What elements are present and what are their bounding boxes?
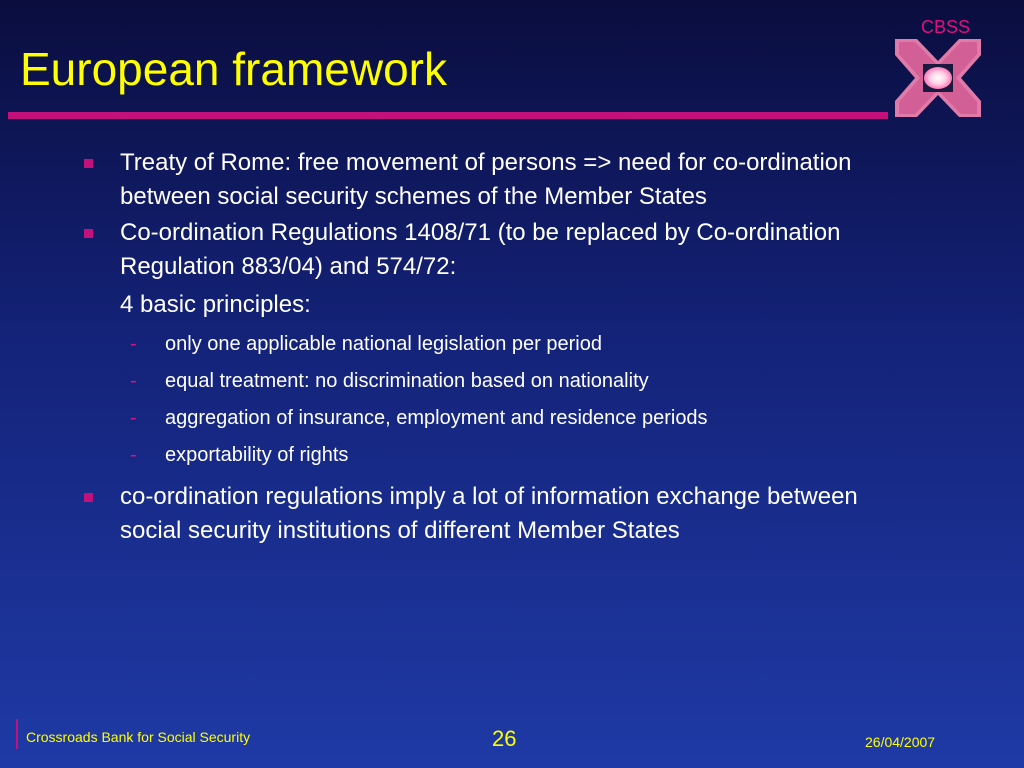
list-item-text: exportability of rights: [165, 444, 349, 466]
slide-title: European framework: [20, 43, 447, 95]
title-underline: [8, 112, 888, 119]
dash-bullet-icon: -: [130, 407, 137, 429]
list-item-text: aggregation of insurance, employment and residence periods: [165, 407, 708, 429]
bullet-item: [82, 146, 902, 214]
slide-body: [82, 146, 902, 548]
dash-bullet-icon: -: [130, 444, 137, 466]
square-bullet-icon: [84, 159, 93, 168]
list-item: [82, 437, 902, 474]
footer-organization: Crossroads Bank for Social Security: [26, 729, 251, 745]
principles-list: [82, 326, 902, 474]
bullet-text: co-ordination regulations imply a lot of information exchange between social security institutions of different Member States: [120, 483, 858, 544]
list-item-text: equal treatment: no discrimination based on nationality: [165, 370, 649, 392]
bullet-text: Co-ordination Regulations 1408/71 (to be replaced by Co-ordination Regulation 883/04) and 574/72:: [120, 219, 841, 280]
list-item-text: only one applicable national legislation per period: [165, 333, 602, 355]
list-item: [82, 400, 902, 437]
square-bullet-icon: [84, 493, 93, 502]
dash-bullet-icon: -: [130, 370, 137, 392]
dash-bullet-icon: -: [130, 333, 137, 355]
list-item: [82, 326, 902, 363]
list-item: [82, 363, 902, 400]
logo-text: CBSS: [921, 17, 971, 37]
bullet-intro-text: 4 basic principles:: [120, 291, 311, 318]
bullet-item: [82, 480, 902, 548]
square-bullet-icon: [84, 229, 93, 238]
bullet-text: Treaty of Rome: free movement of persons => need for co-ordination between social security schemes of the Member States: [120, 149, 852, 210]
bullet-item: [82, 216, 902, 284]
cbss-logo-icon: [895, 39, 981, 117]
footer-date: 26/04/2007: [865, 734, 936, 750]
page-number: 26: [492, 726, 517, 751]
footer-divider: [16, 719, 18, 749]
